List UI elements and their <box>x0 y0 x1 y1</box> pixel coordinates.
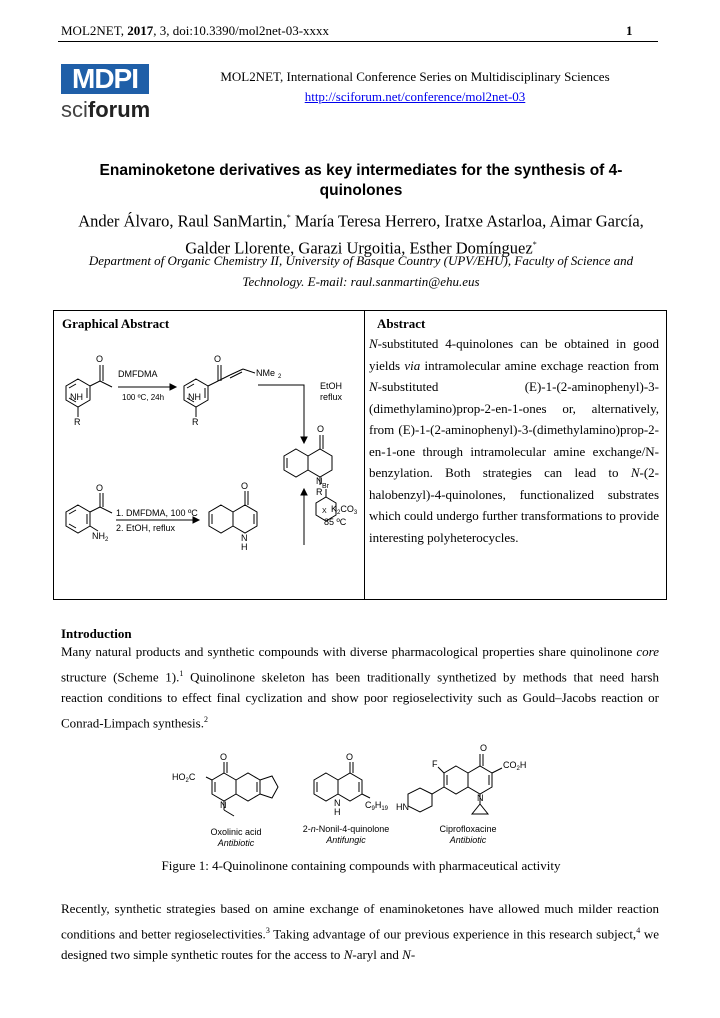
scheme-label-r3: R <box>316 487 323 497</box>
fig-label-f: F <box>432 759 438 769</box>
scheme-label-reflux: reflux <box>320 392 343 402</box>
scheme-label-step2: 2. EtOH, reflux <box>116 523 176 533</box>
fig-label-c9h19: $C_9H_{19}$ <box>365 800 389 812</box>
scheme-label-nh2: NH <box>188 392 201 402</box>
graphical-abstract-scheme <box>58 345 363 555</box>
abstract-box-divider <box>364 310 365 599</box>
scheme-label-o3: O <box>317 424 325 434</box>
fig-label-n3: N <box>477 793 484 803</box>
scheme-label-n3: N <box>316 476 323 486</box>
compound-name-cipro: Ciprofloxacine <box>439 824 497 834</box>
scheme-label-br: Br <box>322 483 329 490</box>
sciforum-logo: sciforum <box>61 97 151 122</box>
conference-info <box>180 67 650 107</box>
fig-label-h2: H <box>334 807 341 817</box>
page-number: 1 <box>626 23 633 38</box>
compound-activity-nonil: Antifungic <box>326 835 366 845</box>
paper-title: Enaminoketone derivatives as key intermediates for the synthesis of 4-quinolones <box>99 162 623 199</box>
scheme-label-step1: 1. DMFDMA, 100 ºC <box>116 508 198 518</box>
header-rule <box>58 41 658 42</box>
scheme-label-nh2-amine: $NH_2$ <box>92 531 109 543</box>
scheme-label-cond1: 100 ºC, 24h <box>122 393 165 402</box>
fig-label-ho2c: $HO_2C$ <box>172 772 196 784</box>
fig-label-o2: O <box>346 752 354 762</box>
conference-link[interactable]: http://sciforum.net/conference/mol2net-03 <box>304 89 526 104</box>
introduction-heading: Introduction <box>61 626 132 641</box>
figure-1-caption: Figure 1: 4-Quinolinone containing compounds with pharmaceutical activity <box>161 858 561 873</box>
scheme-label-x: X <box>322 508 327 515</box>
abstract-text: N-substituted 4-quinolones can be obtained in good yields via intramolecular amine exchage reaction from N-substituted (E)-1-(2-aminophenyl)-3-(dimethylamino)prop-2-en-1-ones or, alternatively, from (E)-1-(2-aminophenyl)-3-(dimethylamino)prop-2-en-1-one through intramolecular amine exchange/N-benzylation. Both strategies can lead to N-(2-halobenzyl)-4-quinolones, functionalized substrates which could undergo further transformations to provide interesting polyheterocycles. <box>369 336 659 545</box>
scheme-label-etoh: EtOH <box>320 381 343 391</box>
introduction-paragraph-2: Recently, synthetic strategies based on amine exchange of enaminoketones have allowed much milder reaction conditions and better regioselectivities.$^3$ Taking advantage of our previous experience in this research subject,$^4$ we designed two simple synthetic routes for the access to N-aryl and N- <box>61 901 659 963</box>
scheme-label-k2co3: $K_2CO_3$ <box>331 504 358 516</box>
compound-activity-oxolinic: Antibiotic <box>217 838 255 848</box>
scheme-label-h5: H <box>241 542 248 552</box>
fig-label-n1: N <box>220 800 227 810</box>
fig-label-n2: N <box>334 798 341 808</box>
figure-1-structures <box>150 740 570 852</box>
running-head: MOL2NET, 2017, 3, doi:10.3390/mol2net-03-xxxx <box>61 23 330 38</box>
scheme-label-r2: R <box>192 417 199 427</box>
scheme-label-85c: 85 ºC <box>324 517 347 527</box>
conference-name: MOL2NET, International Conference Series on Multidisciplinary Sciences <box>220 69 610 84</box>
scheme-label-o4: O <box>96 483 104 493</box>
scheme-label-o2: O <box>214 354 222 364</box>
mdpi-logo: MDPI <box>61 64 149 94</box>
scheme-label-nh1: NH <box>70 392 83 402</box>
scheme-label-dmfdma: DMFDMA <box>118 369 158 379</box>
scheme-label-nme2: NMe <box>256 368 276 378</box>
fig-label-o3: O <box>480 743 488 753</box>
graphical-abstract-heading: Graphical Abstract <box>62 316 170 331</box>
compound-name-nonil: 2-n-Nonil-4-quinolone <box>302 824 390 834</box>
author-list: Ander Álvaro, Raul SanMartin,* María Teresa Herrero, Iratxe Astarloa, Aimar García, Galder Llorente, Garazi Urgoitia, Esther Domínguez* <box>78 211 644 257</box>
compound-activity-cipro: Antibiotic <box>449 835 487 845</box>
fig-label-hn: HN <box>396 802 409 812</box>
scheme-label-nme2-sub: 2 <box>278 374 282 380</box>
affiliation: Department of Organic Chemistry II, University of Basque Country (UPV/EHU), Faculty of Science and Technology. E-mail: raul.sanmartin@ehu.eus <box>88 253 634 289</box>
scheme-label-o5: O <box>241 481 249 491</box>
scheme-label-n5: N <box>241 533 248 543</box>
fig-label-co2h: $CO_2H$ <box>503 760 527 772</box>
scheme-label-o1: O <box>96 354 104 364</box>
compound-name-oxolinic: Oxolinic acid <box>210 827 262 837</box>
scheme-label-r1: R <box>74 417 81 427</box>
abstract-heading: Abstract <box>377 316 426 331</box>
introduction-paragraph-1: Many natural products and synthetic compounds with diverse pharmacological properties share quinolinone core structure (Scheme 1).$^1$ Quinolinone skeleton has been traditionally synthetized by methods that need harsh reaction conditions to effect final cyclization and show poor regioselectivity such as Gould–Jacobs reaction or Conrad-Limpach synthesis.$^2$ <box>61 644 659 731</box>
fig-label-o1: O <box>220 752 228 762</box>
